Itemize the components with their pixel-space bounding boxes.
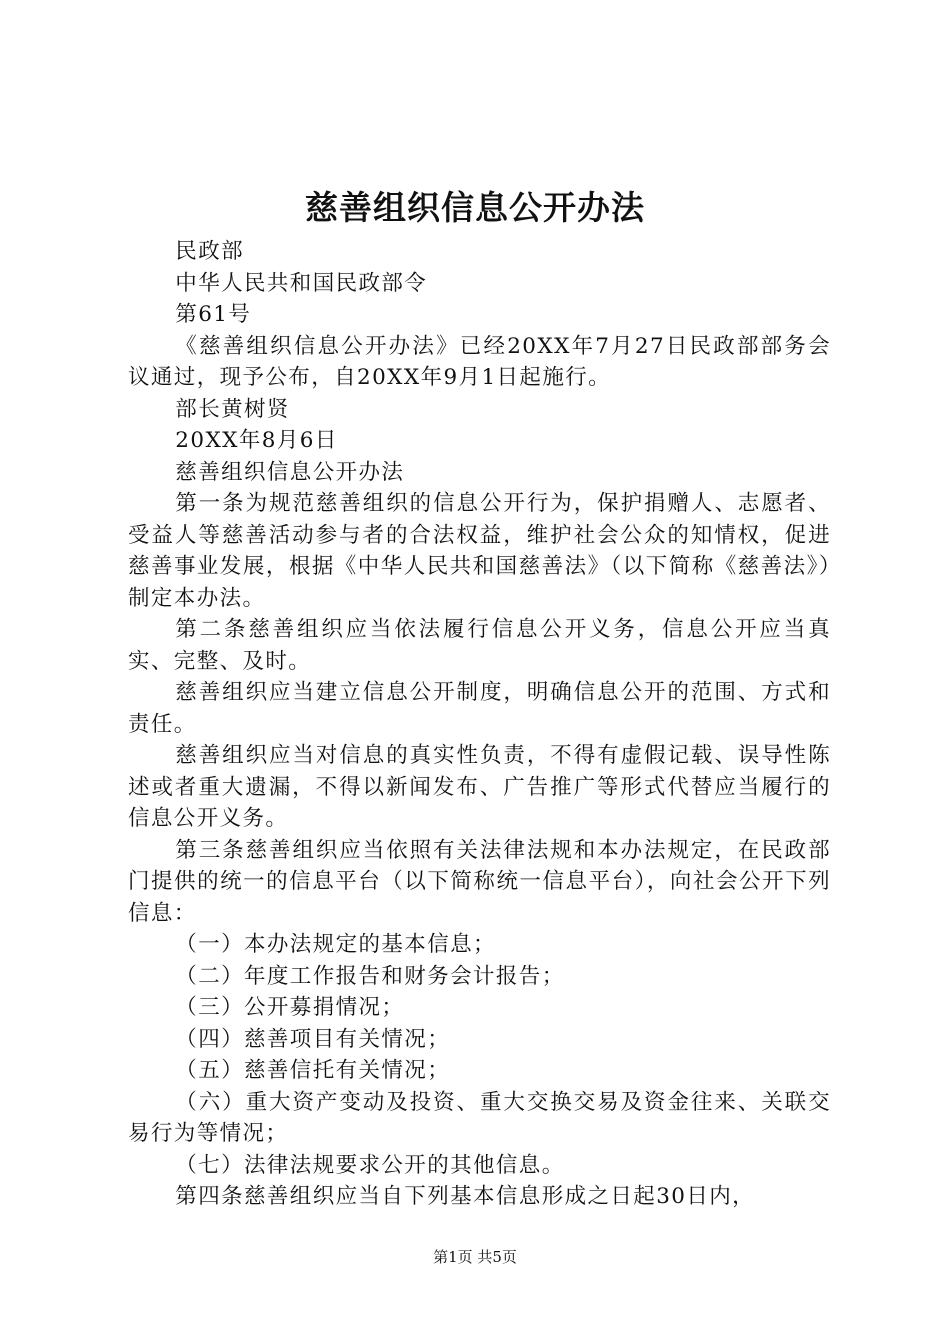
paragraph: 中华人民共和国民政部令 [175,270,428,296]
list-item: （四）慈善项目有关情况； [175,1026,451,1052]
paragraph: 慈善组织信息公开办法 [175,459,405,485]
document-body [128,236,831,1213]
paragraph: 20XX年8月6日 [175,428,338,453]
paragraph: 慈善组织应当对信息的真实性负责，不得有虚假记载、误导性陈述或者重大遗漏，不得以新闻发布、广告推广等形式代替应当履行的信息公开义务。 [128,743,831,831]
list-item: （五）慈善信托有关情况； [175,1058,451,1083]
list-item: （七）法律法规要求公开的其他信息。 [175,1152,565,1178]
paragraph: 慈善组织应当建立信息公开制度，明确信息公开的范围、方式和责任。 [128,680,831,737]
page-footer: 第1页 共5页 [433,1248,517,1266]
list-item: （三）公开募捐情况； [175,995,405,1020]
document-title: 慈善组织信息公开办法 [305,188,645,227]
paragraph: 第四条慈善组织应当自下列基本信息形成之日起30日内， [175,1184,756,1209]
paragraph: 《慈善组织信息公开办法》已经20XX年7月27日民政部部务会议通过，现予公布，自20XX年9月1日起施行。 [128,333,831,390]
paragraph: 第61号 [175,302,252,327]
list-item: （二）年度工作报告和财务会计报告； [175,963,565,989]
paragraph: 部长黄树贤 [175,396,290,422]
list-item: （六）重大资产变动及投资、重大交换交易及资金往来、关联交易行为等情况； [128,1089,831,1146]
paragraph: 第三条慈善组织应当依照有关法律法规和本办法规定，在民政部门提供的统一的信息平台（以下简称统一信息平台），向社会公开下列信息： [128,837,831,926]
list-item: （一）本办法规定的基本信息； [175,932,496,957]
paragraph: 第二条慈善组织应当依法履行信息公开义务，信息公开应当真实、完整、及时。 [128,617,831,674]
paragraph: 民政部 [175,239,244,264]
paragraph: 第一条为规范慈善组织的信息公开行为，保护捐赠人、志愿者、受益人等慈善活动参与者的合法权益，维护社会公众的知情权，促进慈善事业发展，根据《中华人民共和国慈善法》（以下简称《慈善法》）制定本办法。 [128,491,831,611]
